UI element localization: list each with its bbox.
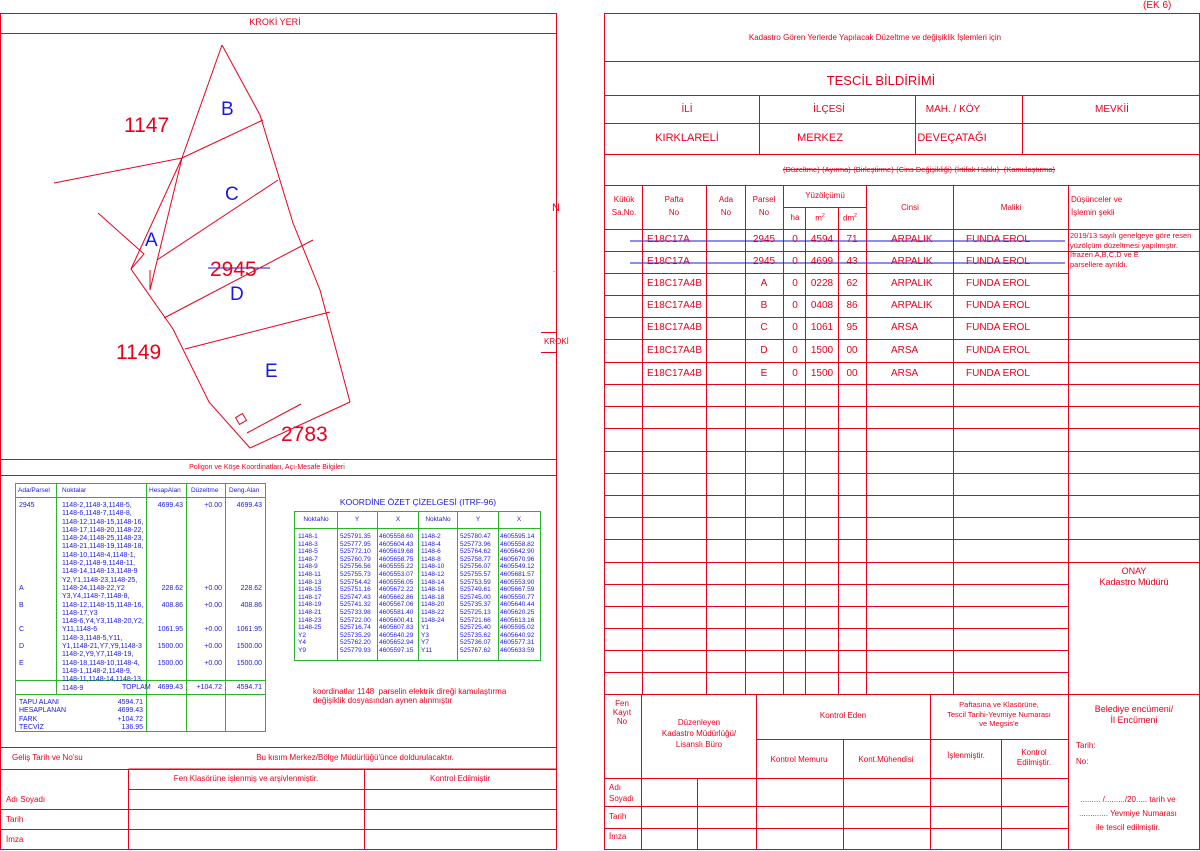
- loc-header-mahalle: MAH. / KÖY: [925, 104, 981, 115]
- row-3-parsel: A: [760, 278, 768, 289]
- row-3-dm2: 62: [846, 278, 858, 289]
- loc-header-mevki: MEVKİİ: [1095, 104, 1129, 115]
- area-points-column: 1148-2,1148-3,1148-5, 1148-6,1148-7,1148-8, 1148-12,1148-15,1148-16, 1148-17,1148-20,1148-22, 1148-24,1148-25,1148-23, 1148-21,1148-19,1148-18, 1148-10,1148-4,1148-1, 1148-2,1148-9,1148-11, 1148-14,1148-13,1148-9 Y2,Y1,1148-23,1148-25, 1148-24,1148-22,Y2 Y3,Y4,1148-7,1148-8, 1148-12,1148-15,1148-16, 1148-17,Y3 1148-6,Y4,Y3,1148-20,Y2, Y11,1148-6 1148-3,1148-5,Y11, Y1,1148-21,Y7,Y9,1148-3 1148-2,Y9,Y7,1148-19, 1148-18,1148-10,1148-4, 1148-1,1148-2,1148-9, 1148-11,1148-14,1148-13, 1148-9: [62, 502, 144, 692]
- parcel-c: C: [225, 184, 239, 205]
- coord-col-nokta2: 1148-2 1148-4 1148-6 1148-8 1148-10 1148-12 1148-14 1148-16 1148-18 1148-20 1148-22 1148-24 Y1 Y3 Y7 Y11: [421, 533, 445, 654]
- row-4-pafta: E18C17A4B: [647, 300, 703, 311]
- row-4-cins: ARPALIK: [891, 300, 933, 311]
- kroki-sketch: [54, 45, 350, 448]
- col-maliki: Maliki: [1000, 203, 1022, 212]
- tarih-right: Tarih: [609, 812, 627, 821]
- row-3-pafta: E18C17A4B: [647, 278, 703, 289]
- row-6-cins: ARSA: [891, 345, 919, 356]
- ek-label: (EK 6): [1143, 0, 1172, 11]
- coord-col-x2: 4605595.14 4605558.82 4605642.90 4605670.96 4605549.12 4605681.57 4605553.90 4605667.59 4605550.77 4605640.44 4605620.25 4605613.16 4605595.02 4605640.92 4605577.31 4605633.59: [500, 533, 535, 654]
- coord-note: koordinatlar 1148 parselin elektrik direği kamulaştırma değişiklik dosyasından aynen alınmıştır: [313, 687, 507, 705]
- coord-header-nokta2: NoktaNo: [425, 516, 451, 523]
- row-3-ha: 0: [792, 278, 798, 289]
- kontrol-edilmistir-right: Kontrol Edilmiştir.: [1016, 748, 1052, 767]
- row-1-cins: ARPALIK: [891, 234, 933, 245]
- col-yuzolcumu: Yüzölçümü: [805, 191, 845, 200]
- row-1-malik: FUNDA EROL: [966, 234, 1030, 245]
- row-5-malik: FUNDA EROL: [966, 322, 1030, 333]
- parcel-1149: 1149: [116, 341, 162, 364]
- north-dot: .: [553, 265, 556, 274]
- col-cinsi: Cinsi: [901, 203, 919, 212]
- toplam-label: TOPLAM: [122, 684, 151, 691]
- row-6-pafta: E18C17A4B: [647, 345, 703, 356]
- row-6-m2: 1500: [810, 345, 834, 356]
- area-deng-column: 4699.43 228.62 408.86 1061.95 1500.00 1500.00: [236, 502, 262, 667]
- row-6-malik: FUNDA EROL: [966, 345, 1030, 356]
- row-2-cins: ARPALIK: [891, 256, 933, 267]
- loc-header-il: İLİ: [681, 104, 693, 115]
- parcel-d: D: [230, 284, 244, 305]
- row-5-parsel: C: [760, 322, 768, 333]
- row-3-cins: ARPALIK: [891, 278, 933, 289]
- onay-text: ONAY Kadastro Müdürü: [1099, 566, 1169, 587]
- coord-title: KOORDİNE ÖZET ÇİZELGESİ (ITRF-96): [339, 497, 497, 507]
- form-title: TESCİL BİLDİRİMİ: [826, 73, 936, 88]
- coord-header-nokta1: NoktaNo: [303, 516, 329, 523]
- row-1-m2: 4594: [810, 234, 834, 245]
- kontrol-eden-label: Kontrol Eden: [819, 711, 867, 720]
- paftasina-label: Paftasına ve Klasörüne, Tescil Tarihi-Yevmiye Numarası ve Megsis'e: [947, 700, 1051, 728]
- row-6-dm2: 00: [846, 345, 858, 356]
- row-3-malik: FUNDA EROL: [966, 278, 1030, 289]
- toplam-duzeltme: +104.72: [196, 684, 222, 691]
- toplam-hesap: 4699.43: [157, 684, 183, 691]
- row-7-m2: 1500: [810, 368, 834, 379]
- coord-header-y2: Y: [475, 516, 481, 523]
- row-3-m2: 0228: [810, 278, 834, 289]
- parcel-1147: 1147: [124, 114, 170, 137]
- kontrol-memuru-label: Kontrol Memuru: [770, 755, 828, 764]
- gelis-label: Geliş Tarih ve No'su: [12, 753, 83, 762]
- row-1-pafta: E18C17A: [647, 234, 690, 245]
- fen-klasor-label: Fen Klasörüne işlenmiş ve arşivlenmiştir.: [173, 774, 319, 783]
- parcel-a: A: [145, 230, 158, 251]
- row-7-malik: FUNDA EROL: [966, 368, 1030, 379]
- imza-right: İmza: [609, 832, 627, 841]
- area-col-header-noktalar: Noktalar: [62, 487, 87, 494]
- loc-header-ilce: İLÇESİ: [813, 104, 845, 115]
- islenmistir-label: İşlenmiştir.: [947, 751, 985, 760]
- area-col-header-hesap: HesapAlan: [149, 487, 181, 494]
- operations-list: (Düzeltme)-(Ayırma)-(Birleştirme)-(Cins Değişikliği)-(İrtifak Hakkı) -(Kamulaştırma): [783, 165, 1055, 174]
- row-2-parsel: 2945: [752, 256, 776, 267]
- row-5-m2: 1061: [810, 322, 834, 333]
- row-5-cins: ARSA: [891, 322, 919, 333]
- row-6-parsel: D: [760, 345, 768, 356]
- coord-col-y2: 525780.47 525773.96 525764.62 525758.77 525756.07 525755.57 525753.59 525749.61 525745.00 525735.37 525725.13 525721.66 525725.40 525735.62 525736.07 525767.62: [460, 533, 491, 654]
- coord-header-y1: Y: [354, 516, 360, 523]
- north-label: N: [552, 202, 560, 214]
- row-7-dm2: 00: [846, 368, 858, 379]
- row-2-pafta: E18C17A: [647, 256, 690, 267]
- row-2-ha: 0: [792, 256, 798, 267]
- tescil-text: ......... /........./20..... tarih ve ............. Yevmiye Numarası ile tescil edilmiştir.: [1079, 795, 1177, 832]
- coord-header-x1: X: [395, 516, 401, 523]
- loc-value-mahalle: DEVEÇATAĞI: [917, 132, 987, 144]
- adi-soyadi-right: Adı Soyadı: [609, 783, 634, 803]
- row-7-cins: ARSA: [891, 368, 919, 379]
- coord-col-y1: 525791.35 525777.95 525772.10 525760.79 525756.56 525755.73 525754.42 525751.16 525747.43 525741.32 525733.98 525722.00 525716.74 525735.29 525762.20 525779.93: [340, 533, 371, 654]
- area-hesap-column: 4699.43 228.62 408.86 1061.95 1500.00 1500.00: [157, 502, 183, 667]
- row-4-ha: 0: [792, 300, 798, 311]
- row-1-parsel: 2945: [752, 234, 776, 245]
- row-1-ha: 0: [792, 234, 798, 245]
- row-5-dm2: 95: [846, 322, 858, 333]
- area-parcel-column: 2945 A B C D E: [19, 502, 35, 667]
- belediye-label: Belediye encümeni/ İl Encümeni: [1094, 704, 1174, 725]
- parcel-b: B: [221, 99, 234, 120]
- coord-col-nokta1: 1148-1 1148-3 1148-5 1148-7 1148-9 1148-11 1148-13 1148-15 1148-17 1148-19 1148-21 1148-23 1148-25 Y2 Y4 Y9: [298, 533, 322, 654]
- parcel-2783: 2783: [281, 423, 328, 446]
- row-7-ha: 0: [792, 368, 798, 379]
- summary-labels: TAPU ALANI HESAPLANAN FARK TECVİZ: [19, 699, 67, 731]
- row-5-pafta: E18C17A4B: [647, 322, 703, 333]
- kontrol-edilmistir-label: Kontrol Edilmiştir: [429, 774, 491, 783]
- form-header-text: Kadastro Gören Yerlerde Yapılacak Düzeltme ve değişiklik İşlemleri için: [748, 33, 1002, 42]
- kroki-title: KROKİ YERİ: [249, 17, 301, 27]
- row-4-dm2: 86: [846, 300, 858, 311]
- remarks-text: 2019/13 sayılı genelgeye göre resen yüzölçüm düzeltmesi yapılmıştır. İfrazen A,B,C,D ve E parsellere ayrıldı.: [1070, 231, 1192, 269]
- row-4-malik: FUNDA EROL: [966, 300, 1030, 311]
- col-dm2: $dm^2$: [843, 213, 857, 223]
- duzenleyen-label: Düzenleyen Kadastro Müdürlüğü/ Lisanslı Büro: [661, 718, 737, 749]
- tarih-label: Tarih: [6, 815, 24, 824]
- row-7-pafta: E18C17A4B: [647, 368, 703, 379]
- summary-values: 4594.71 4699.43 +104.72 136.95: [117, 699, 143, 731]
- row-1-dm2: 71: [846, 234, 858, 245]
- row-5-ha: 0: [792, 322, 798, 333]
- row-2-dm2: 43: [846, 256, 858, 267]
- row-6-ha: 0: [792, 345, 798, 356]
- imza-label: İmza: [6, 835, 24, 844]
- row-2-m2: 4699: [810, 256, 834, 267]
- bu-kisim-label: Bu kısım Merkez/Bölge Müdürlüğü'ünce doldurulacaktır.: [256, 753, 454, 762]
- col-m2: $m^2$: [815, 213, 825, 223]
- area-col-header-duzeltme: Düzeltme: [191, 487, 219, 494]
- row-4-m2: 0408: [810, 300, 834, 311]
- kont-muhendisi-label: Kont.Mühendisi: [858, 755, 914, 764]
- row-7-parsel: E: [760, 368, 768, 379]
- row-4-parsel: B: [760, 300, 768, 311]
- kroki-side-label: KROKİ: [544, 337, 569, 346]
- coord-header-x2: X: [516, 516, 522, 523]
- row-2-malik: FUNDA EROL: [966, 256, 1030, 267]
- poligon-header: Poligon ve Köşe Koordinatları, Açı-Mesafe Bilgileri: [189, 464, 345, 471]
- parcel-2945: 2945: [210, 258, 257, 281]
- fen-kayit-no: Fen Kayıt No: [612, 699, 632, 726]
- area-duzeltme-column: +0.00 +0.00 +0.00 +0.00 +0.00 +0.00: [204, 502, 222, 667]
- loc-value-ilce: MERKEZ: [797, 132, 843, 144]
- coord-col-x1: 4605558.60 4605604.43 4605619.68 4605658.75 4605555.22 4605553.07 4605556.05 4605672.22 4605662.86 4605567.06 4605581.40 4605600.41 4605607.83 4605640.29 4605652.94 4605597.15: [379, 533, 414, 654]
- adi-soyadi-label: Adı Soyadı: [6, 795, 46, 804]
- col-pafta: Pafta No: [664, 195, 684, 217]
- toplam-deng: 4594.71: [236, 684, 262, 691]
- loc-value-il: KIRKLARELİ: [655, 132, 719, 144]
- parcel-e: E: [265, 361, 278, 382]
- col-dusunceler: Düşünceler ve İşlemin şekli: [1071, 195, 1123, 217]
- col-kutuk: Kütük Sa.No.: [611, 195, 637, 217]
- col-ha: ha: [790, 213, 800, 222]
- col-parsel: Parsel No: [752, 195, 776, 217]
- col-ada: Ada No: [718, 195, 734, 217]
- tarih-no-label: Tarih: No:: [1076, 741, 1096, 766]
- area-col-header-ada: Ada/Parsel: [18, 487, 50, 494]
- area-col-header-deng: Deng.Alan: [229, 487, 260, 494]
